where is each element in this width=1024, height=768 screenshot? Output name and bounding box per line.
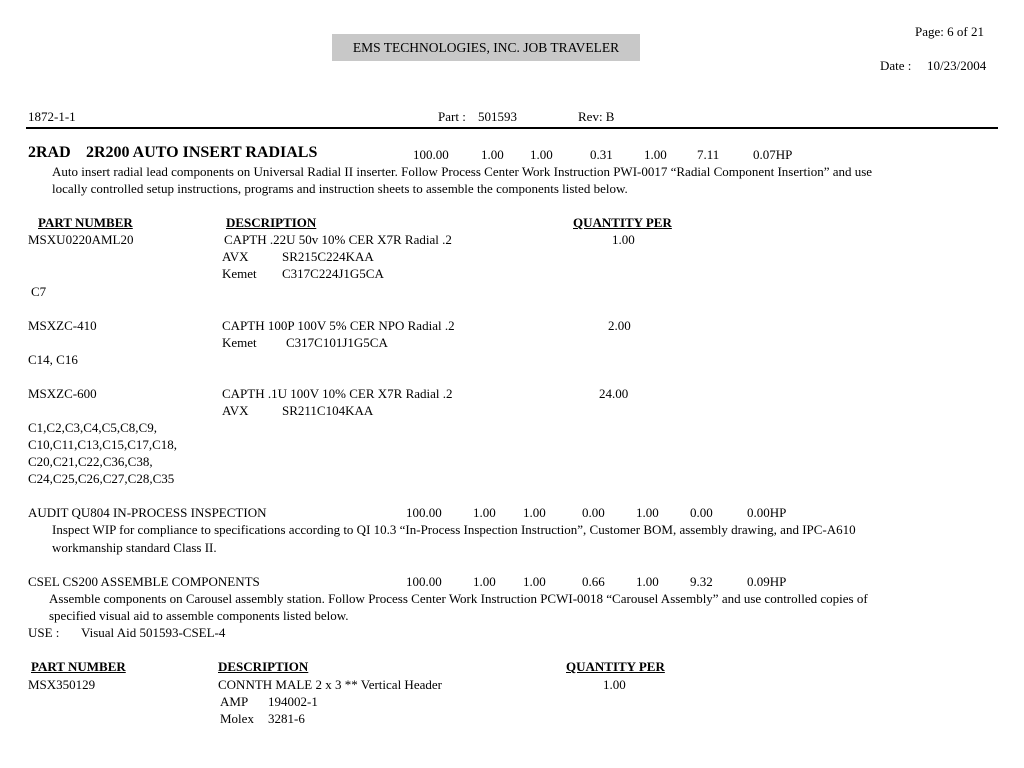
bom-header-quantity: QUANTITY PER xyxy=(573,215,672,230)
revision: Rev: B xyxy=(578,109,615,124)
op3-num: 1.00 xyxy=(636,574,659,589)
op3-num: 9.32 xyxy=(690,574,713,589)
bom-manufacturer-part: C317C224J1G5CA xyxy=(282,266,384,281)
bom-reference-designators: C20,C21,C22,C36,C38, xyxy=(28,454,153,469)
bom-reference-designators: C10,C11,C13,C15,C17,C18, xyxy=(28,437,178,452)
bom-manufacturer: Kemet xyxy=(222,266,257,281)
bom-manufacturer: AVX xyxy=(222,403,249,418)
bom-part-number: MSXZC-600 xyxy=(28,386,97,401)
op2-num: 1.00 xyxy=(473,505,496,520)
op3-description: Assemble components on Carousel assembly station. Follow Process Center Work Instruction PCWI-0018 “Carousel Assembly” and use controlled copies of xyxy=(49,591,868,606)
bom-manufacturer-part: C317C101J1G5CA xyxy=(286,335,388,350)
op1-num: 7.11 xyxy=(697,147,720,162)
op1-num: 1.00 xyxy=(644,147,667,162)
bom-manufacturer-part: SR215C224KAA xyxy=(282,249,374,264)
bom-part-number: MSX350129 xyxy=(28,677,96,692)
op1-num: 0.31 xyxy=(590,147,613,162)
op2-description: workmanship standard Class II. xyxy=(52,540,217,555)
op1-num: 1.00 xyxy=(530,147,553,162)
op1-description: locally controlled setup instructions, programs and instruction sheets to assemble the components listed below. xyxy=(52,181,628,196)
op1-code: 2RAD xyxy=(28,144,71,161)
page-number: Page: 6 of 21 xyxy=(915,24,984,39)
bom-reference-designators: C14, C16 xyxy=(28,352,78,367)
op2-description: Inspect WIP for compliance to specifications according to QI 10.3 “In-Process Inspection Instruction”, Customer BOM, assembly drawing, and IPC-A610 xyxy=(52,522,856,537)
bom-header-part: PART NUMBER xyxy=(38,215,133,230)
op1-num: 100.00 xyxy=(413,147,449,162)
bom-description: CAPTH .22U 50v 10% CER X7R Radial .2 xyxy=(224,232,452,247)
op1-name: 2R200 AUTO INSERT RADIALS xyxy=(86,144,318,161)
document-title: EMS TECHNOLOGIES, INC. JOB TRAVELER xyxy=(332,34,640,61)
bom-part-number: MSXU0220AML20 xyxy=(28,232,134,247)
bom-manufacturer-part: 194002-1 xyxy=(268,694,318,709)
bom-header-description: DESCRIPTION xyxy=(226,215,317,230)
op1-num: 0.07HP xyxy=(753,147,793,162)
bom-description: CAPTH .1U 100V 10% CER X7R Radial .2 xyxy=(222,386,453,401)
bom-reference-designators: C7 xyxy=(31,284,47,299)
op2-num: 1.00 xyxy=(523,505,546,520)
bom-header-description: DESCRIPTION xyxy=(218,659,309,674)
bom-manufacturer-part: SR211C104KAA xyxy=(282,403,374,418)
op2-num: 0.00 xyxy=(690,505,713,520)
bom-manufacturer: AVX xyxy=(222,249,249,264)
header-divider xyxy=(26,127,998,129)
bom-manufacturer: Kemet xyxy=(222,335,257,350)
op2-num: 1.00 xyxy=(636,505,659,520)
bom-description: CAPTH 100P 100V 5% CER NPO Radial .2 xyxy=(222,318,455,333)
part-value: 501593 xyxy=(478,109,517,124)
bom-quantity: 24.00 xyxy=(599,386,629,401)
op2-num: 100.00 xyxy=(406,505,442,520)
op2-num: 0.00 xyxy=(582,505,605,520)
bom-manufacturer: AMP xyxy=(220,694,249,709)
bom-reference-designators: C24,C25,C26,C27,C28,C35 xyxy=(28,471,175,486)
op2-num: 0.00HP xyxy=(747,505,787,520)
op3-num: 100.00 xyxy=(406,574,442,589)
bom-header-part: PART NUMBER xyxy=(31,659,126,674)
op1-num: 1.00 xyxy=(481,147,504,162)
bom-reference-designators: C1,C2,C3,C4,C5,C8,C9, xyxy=(28,420,157,435)
use-value: Visual Aid 501593-CSEL-4 xyxy=(81,625,226,640)
op1-description: Auto insert radial lead components on Universal Radial II inserter. Follow Process Center Work Instruction PWI-0017 “Radial Component Insertion” and use xyxy=(52,164,873,179)
bom-manufacturer-part: 3281-6 xyxy=(268,711,305,726)
part-label: Part : xyxy=(438,109,466,124)
date-label: Date : xyxy=(880,58,912,73)
bom-quantity: 1.00 xyxy=(612,232,635,247)
bom-quantity: 1.00 xyxy=(603,677,626,692)
op3-num: 0.66 xyxy=(582,574,605,589)
bom-part-number: MSXZC-410 xyxy=(28,318,97,333)
op3-name: CSEL CS200 ASSEMBLE COMPONENTS xyxy=(28,574,260,589)
use-label: USE : xyxy=(28,625,60,640)
job-number: 1872-1-1 xyxy=(28,109,76,124)
op3-num: 0.09HP xyxy=(747,574,787,589)
bom-quantity: 2.00 xyxy=(608,318,631,333)
bom-manufacturer: Molex xyxy=(220,711,254,726)
date-value: 10/23/2004 xyxy=(927,58,987,73)
bom-description: CONNTH MALE 2 x 3 ** Vertical Header xyxy=(218,677,442,692)
op2-name: AUDIT QU804 IN-PROCESS INSPECTION xyxy=(28,505,267,520)
op3-description: specified visual aid to assemble components listed below. xyxy=(49,608,349,623)
op3-num: 1.00 xyxy=(473,574,496,589)
bom-header-quantity: QUANTITY PER xyxy=(566,659,665,674)
op3-num: 1.00 xyxy=(523,574,546,589)
